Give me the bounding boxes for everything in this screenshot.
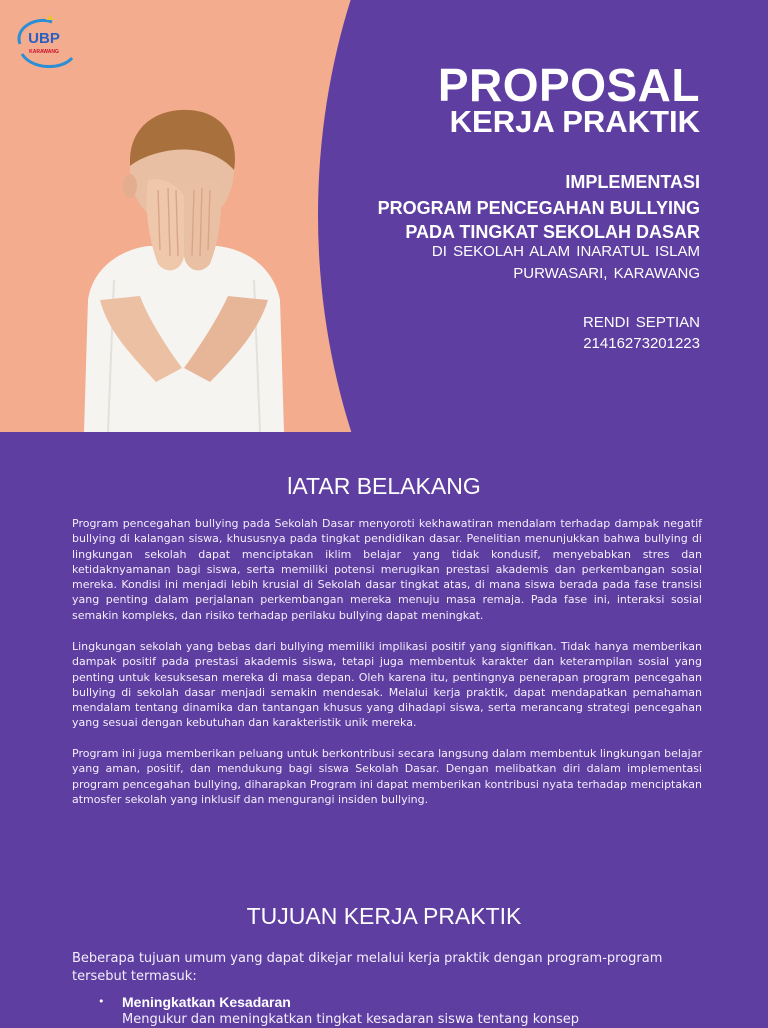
- background-paragraph: Program ini juga memberikan peluang untuk berkontribusi secara langsung dalam membentuk lingkungan belajar yang aman, positif, dan mendukung bagi siswa Sekolah Dasar. Dengan melibatkan diri dalam implementasi program pencegahan bullying, diharapkan Program ini dapat memberikan kontribusi nyata terhadap menciptakan atmosfer sekolah yang inklusif dan mengurangi insiden bullying.: [72, 747, 702, 806]
- ubp-logo: [12, 14, 76, 72]
- child-covering-eyes-image: [78, 100, 288, 432]
- cover-title-sub: KERJA PRAKTIK: [449, 104, 700, 139]
- objectives-intro: Beberapa tujuan umum yang dapat dikejar melalui kerja praktik dengan program-program tersebut termasuk:: [72, 951, 663, 984]
- background-paragraph: Program pencegahan bullying pada Sekolah Dasar menyoroti kekhawatiran mendalam terhadap dampak negatif bullying di kalangan siswa, khususnya pada tingkat pendidikan dasar. Penelitian menunjukkan bahwa bullying di lingkungan sekolah dapat menciptakan iklim belajar yang tidak kondusif, menyebabkan stres dan ketidaknyamanan bagi siswa, serta memiliki potensi merugikan prestasi akademis dan perkembangan sosial mereka. Kondisi ini menjadi lebih krusial di Sekolah dasar tingkat atas, di mana siswa berada pada fase transisi yang penting dalam perjalanan perkembangan mereka menuju masa remaja. Pada fase ini, interaksi sosial semakin kompleks, dan risiko terhadap perilaku bullying dapat meningkat.: [72, 517, 702, 622]
- svg-text:UBP: UBP: [28, 30, 60, 47]
- cover-title: PROPOSAL: [437, 59, 700, 111]
- background-section-title: lATAR BELAKANG: [287, 473, 481, 499]
- author-name: RENDI SEPTIAN: [582, 314, 700, 331]
- student-id: 21416273201223: [583, 335, 700, 352]
- svg-text:KARAWANG: KARAWANG: [29, 49, 59, 55]
- cover-subtitle-line: IMPLEMENTASI: [565, 172, 700, 192]
- cover-hero: [0, 0, 768, 432]
- objective-description: Mengukur dan meningkatkan tingkat kesadaran siswa tentang konsep: [122, 1012, 579, 1027]
- cover-subtitle-line: PROGRAM PENCEGAHAN BULLYING: [377, 198, 700, 218]
- objectives-section-title: TUJUAN KERJA PRAKTIK: [246, 903, 522, 929]
- bullet-icon: •: [98, 995, 105, 1008]
- objective-title: Meningkatkan Kesadaran: [122, 994, 291, 1010]
- cover-location-line: PURWASARI, KARAWANG: [513, 265, 700, 282]
- background-paragraph: Lingkungan sekolah yang bebas dari bullying memiliki implikasi positif yang signifikan. Tidak hanya memberikan dampak positif pada prestasi akademis siswa, tetapi juga membentuk karakter dan keterampilan sosial yang penting untuk kesuksesan mereka di masa depan. Oleh karena itu, pentingnya penerapan program pencegahan bullying di sekolah dasar menjadi semakin mendesak. Melalui kerja praktik, dapat mendapatkan pemahaman mendalam tentang dinamika dan tantangan khusus yang dihadapi siswa, serta merancang strategi pencegahan yang sesuai dengan kebutuhan dan karakteristik unik mereka.: [72, 640, 702, 730]
- cover-subtitle-line: PADA TINGKAT SEKOLAH DASAR: [405, 222, 700, 242]
- cover-location-line: DI SEKOLAH ALAM INARATUL ISLAM: [431, 243, 700, 260]
